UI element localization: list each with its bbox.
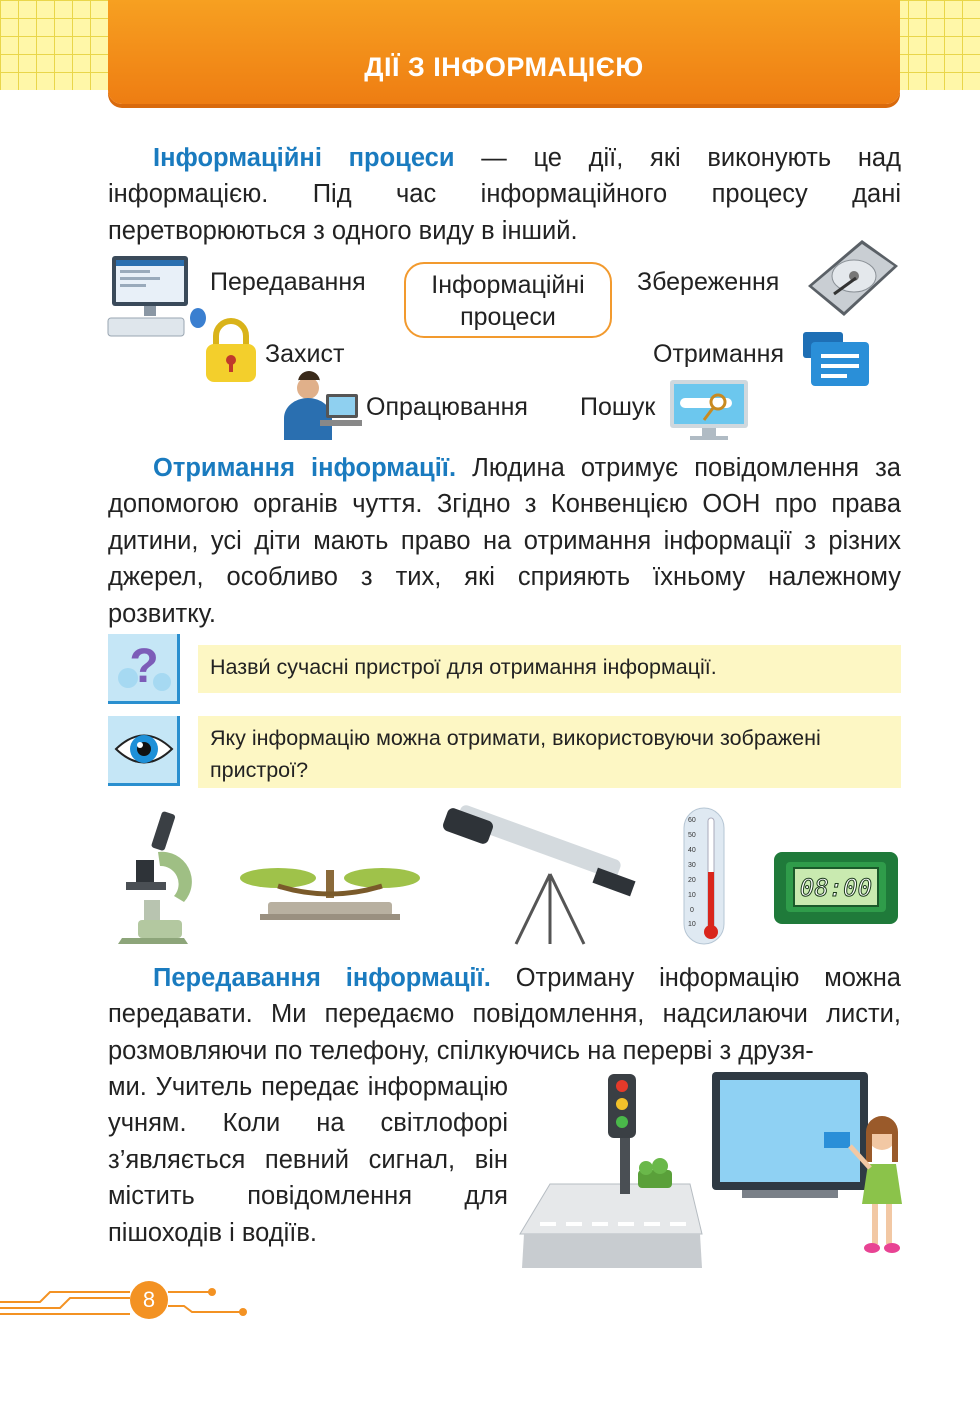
transmitting-term: Передавання інформації. [153,964,491,992]
process-label-transmitting: Передавання [210,268,366,296]
intro-term: Інформаційні процеси [153,144,455,172]
thermometer-tick: 20 [688,877,696,884]
microscope-icon [118,812,194,944]
whiteboard-girl-scene [712,1072,908,1258]
thermometer-icon [684,808,724,944]
thermometer-tick: 30 [688,862,696,869]
balance-scale-icon [240,856,420,922]
message-icon [803,332,869,386]
page-number: 8 [130,1281,168,1319]
eye-icon [114,726,174,772]
hard-drive-icon [804,236,900,320]
intro-paragraph [108,140,901,249]
search-monitor-icon [668,380,752,442]
process-label-processing: Опрацювання [366,393,528,421]
thermometer-tick: 10 [688,921,696,928]
receiving-term: Отримання інформації. [153,454,457,482]
intro-text: — це дії, які виконують над інформацією. Під час інформаційного процесу дані перетворюються з одного виду в інший. [108,144,901,245]
process-label-receiving: Отримання [653,340,785,368]
transmitting-text-1: Отриману інформацію можна передавати. Ми передаємо повідомлення, надсилаючи листи, розмовляючи по телефону, спілкуючись на перерві з друзя- [108,964,901,1065]
svg-text:?: ? [129,640,159,693]
thermometer-tick: 0 [690,907,694,914]
thermometer-tick: 50 [688,832,696,839]
question-task-box [108,634,180,704]
clock-display: 08:00 [799,874,873,902]
padlock-icon [204,318,258,384]
telescope-icon [444,810,640,946]
thermometer-tick: 40 [688,847,696,854]
transmitting-paragraph [108,960,901,1069]
computer-icon [108,254,208,340]
receiving-text: Людина отримує повідомлення за допомогою органів чуття. Згідно з Конвенцією ООН про права дитини, усі діти мають право на отримання інформації з різних джерел, особливо з тих, які сприяють їхньому належному розвитку. [108,454,901,628]
question-mark-icon [114,638,174,698]
person-at-laptop-icon [280,374,362,440]
process-label-protection: Захист [265,340,345,368]
thermometer-tick: 10 [688,892,696,899]
eye-task-box [108,716,180,786]
header-banner [108,0,900,104]
digital-clock-icon [774,852,898,924]
process-label-search: Пошук [580,393,656,421]
circuit-decoration [0,1282,250,1318]
receiving-paragraph [108,450,901,632]
transmitting-paragraph-cont: ми. Учитель передає інформацію учням. Коли на світлофорі з’являється певний сигнал, він містить повідомлення для пішоходів і водіїв. [108,1073,508,1247]
process-label-storage: Збереження [637,268,780,296]
diagram-center-box: Інформаційні процеси [404,262,612,338]
thermometer-tick: 60 [688,817,696,824]
task-note-1: Назви́ сучасні пристрої для отримання інформації. [198,645,901,693]
task-note-2: Яку інформацію можна отримати, використовуючи зображені пристрої? [198,716,901,788]
page-title: ДІЇ З ІНФОРМАЦІЄЮ [364,52,644,82]
grid-decoration-right [890,0,980,90]
grid-decoration-left [0,0,110,90]
traffic-light-scene [520,1074,702,1270]
